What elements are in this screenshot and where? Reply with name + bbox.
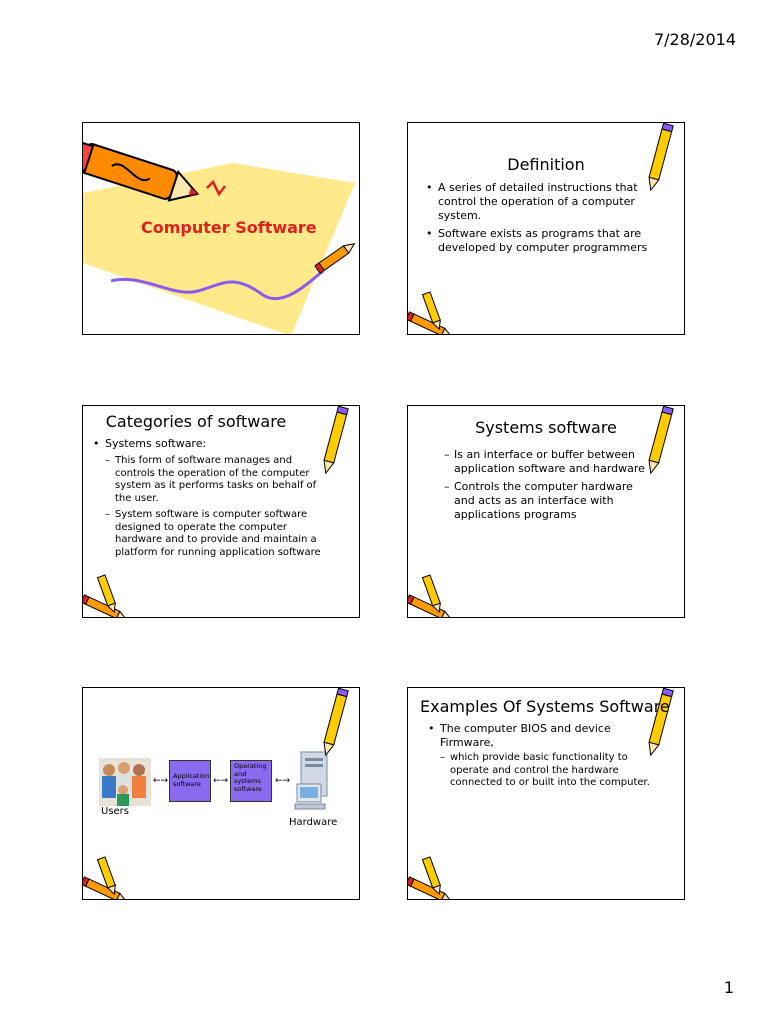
bullet-list: [428, 722, 658, 794]
pencil-icon: [646, 123, 685, 203]
slide-computer-software: [82, 122, 360, 335]
hardware-label: Hardware: [289, 817, 338, 828]
bullet-item: [93, 437, 331, 559]
pencil-icon: [321, 688, 360, 768]
slide-software-layers-diagram: [82, 687, 360, 900]
page-date: 7/28/2014: [653, 30, 736, 49]
bullet-text: The computer BIOS and device Firmware,: [440, 722, 611, 749]
operating-systems-software-box: Operating and systems software: [230, 760, 272, 802]
sub-bullet-list: [444, 448, 656, 526]
slide-examples-of-systems-software: [407, 687, 685, 900]
users-photo-icon: [99, 758, 151, 806]
pencils-icon: [408, 853, 468, 900]
bullet-list: [426, 181, 658, 259]
arrow-icon: ←→: [275, 776, 291, 786]
slide-title: Computer Software: [141, 218, 317, 237]
bullet-item: [428, 722, 658, 790]
bullet-item: • Software exists as programs that are developed by computer programmers: [426, 227, 658, 255]
sub-bullet-item: – System software is computer software designed to operate the computer hardware and to provide and maintain a platform for running application software: [105, 509, 331, 559]
application-software-box: Application software: [169, 760, 211, 802]
slide-definition: [407, 122, 685, 335]
sub-bullet-item: – which provide basic functionality to operate and control the hardware connected to or built into the computer.: [440, 752, 658, 790]
slide-title: Categories of software: [105, 412, 287, 431]
sub-bullet-item: – This form of software manages and controls the operation of the computer system as it performs tasks on behalf of the user.: [105, 455, 331, 505]
sub-bullet-item: – Controls the computer hardware and acts as an interface with applications programs: [444, 480, 656, 522]
pencils-icon: [408, 288, 468, 335]
page-number: 1: [723, 978, 734, 997]
bullet-text: Systems software:: [105, 437, 207, 450]
sub-bullet-list: [440, 752, 658, 790]
users-label: Users: [101, 806, 130, 817]
arrow-icon: ←→: [213, 776, 229, 786]
slide-categories-of-software: [82, 405, 360, 618]
pencils-icon: [83, 571, 143, 618]
bullet-list: [93, 437, 331, 563]
sub-bullet-item: – Is an interface or buffer between application software and hardware: [444, 448, 656, 476]
arrow-icon: ←→: [153, 776, 169, 786]
pencil-icon: [646, 406, 685, 486]
pencils-icon: [83, 853, 143, 900]
pencils-icon: [408, 571, 468, 618]
sub-bullet-list: [105, 455, 331, 559]
slide-systems-software: [407, 405, 685, 618]
bullet-item: • A series of detailed instructions that control the operation of a computer system.: [426, 181, 658, 223]
slide-title: Examples Of Systems Software: [420, 697, 670, 716]
slide-title: Systems software: [475, 418, 617, 437]
pencil-icon: [321, 406, 360, 486]
slide-title: Definition: [507, 155, 585, 174]
